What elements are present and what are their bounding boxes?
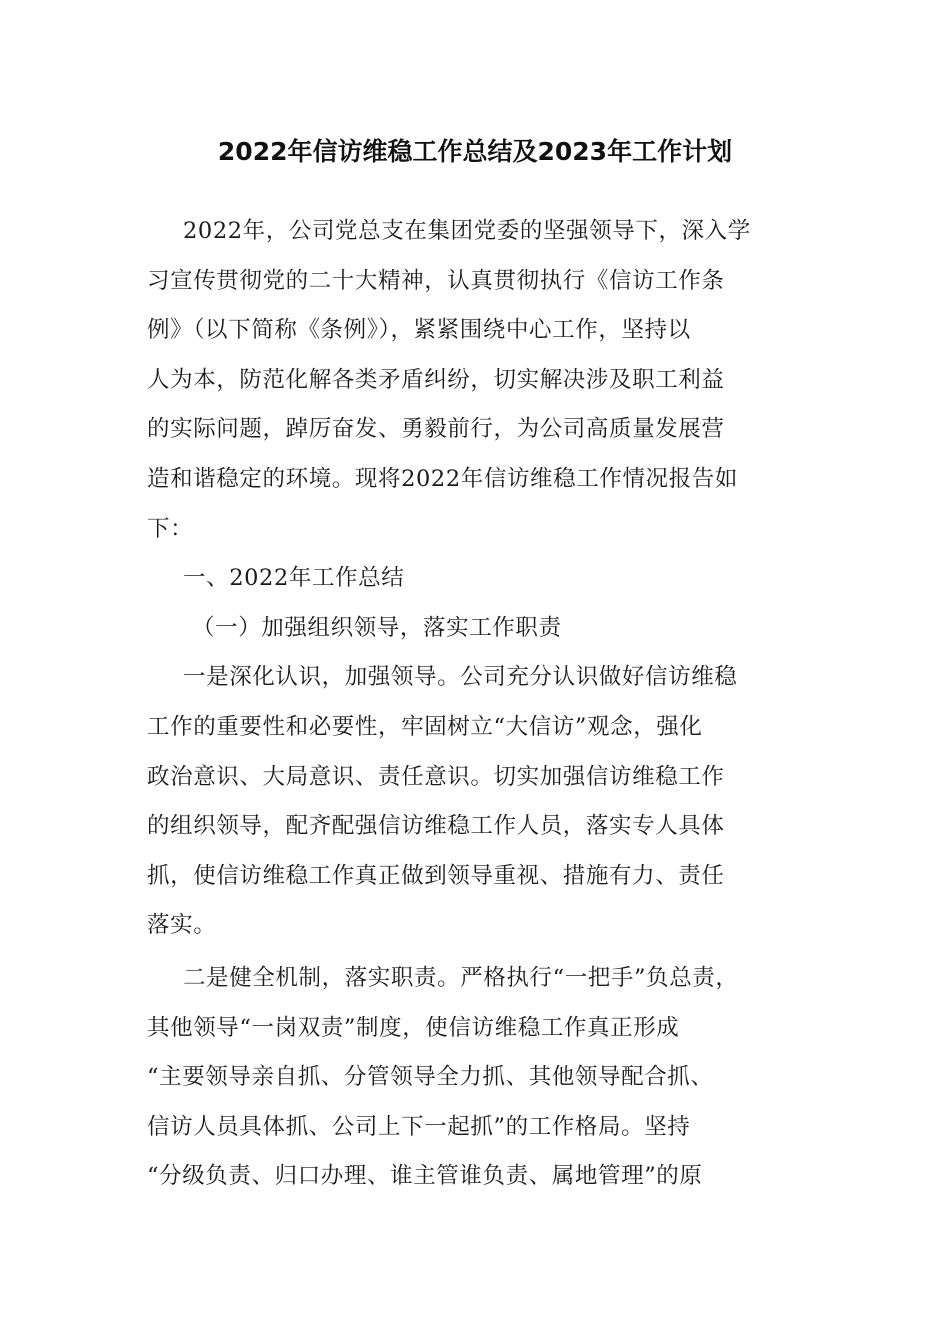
paragraph-line: 2022年，公司党总支在集团党委的坚强领导下，深入学 [183, 218, 751, 244]
paragraph-line: 二是健全机制，落实职责。严格执行“一把手”负总责， [183, 964, 739, 991]
paragraph-line: 造和谐稳定的环境。现将2022年信访维稳工作情况报告如 [147, 465, 738, 492]
paragraph-line: 的实际问题，踔厉奋发、勇毅前行，为公司高质量发展营 [147, 416, 725, 443]
paragraph-line: “分级负责、归口办理、谁主管谁负责、属地管理”的原 [147, 1163, 703, 1190]
subsection-heading: （一）加强组织领导，落实工作职责 [192, 614, 562, 641]
paragraph-line: 下： [147, 515, 194, 542]
paragraph-line: 的组织领导，配齐配强信访维稳工作人员，落实专人具体 [147, 813, 725, 840]
paragraph-line: “主要领导亲自抓、分管领导全力抓、其他领导配合抓、 [147, 1064, 714, 1091]
paragraph-line: 落实。 [147, 912, 217, 939]
document-body [147, 207, 812, 1202]
paragraph-line: 信访人员具体抓、公司上下一起抓”的工作格局。坚持 [147, 1113, 691, 1140]
paragraph-line: 抓，使信访维稳工作真正做到领导重视、措施有力、责任 [147, 862, 725, 889]
document-title: 2022年信访维稳工作总结及2023年工作计划 [217, 137, 733, 166]
paragraph-line: 工作的重要性和必要性，牢固树立“大信访”观念，强化 [147, 713, 703, 740]
paragraph-line: 政治意识、大局意识、责任意识。切实加强信访维稳工作 [147, 763, 725, 790]
paragraph-line: 一是深化认识，加强领导。公司充分认识做好信访维稳 [183, 664, 738, 691]
paragraph-line: 其他领导“一岗双责”制度，使信访维稳工作真正形成 [147, 1014, 680, 1041]
section-heading: 一、2022年工作总结 [183, 565, 405, 592]
paragraph-line: 习宣传贯彻党的二十大精神，认真贯彻执行《信访工作条 [147, 267, 725, 294]
paragraph-line: 人为本，防范化解各类矛盾纠纷，切实解决涉及职工利益 [147, 366, 725, 393]
paragraph-line: 例》（以下简称《条例》），紧紧围绕中心工作，坚持以 [147, 317, 691, 344]
